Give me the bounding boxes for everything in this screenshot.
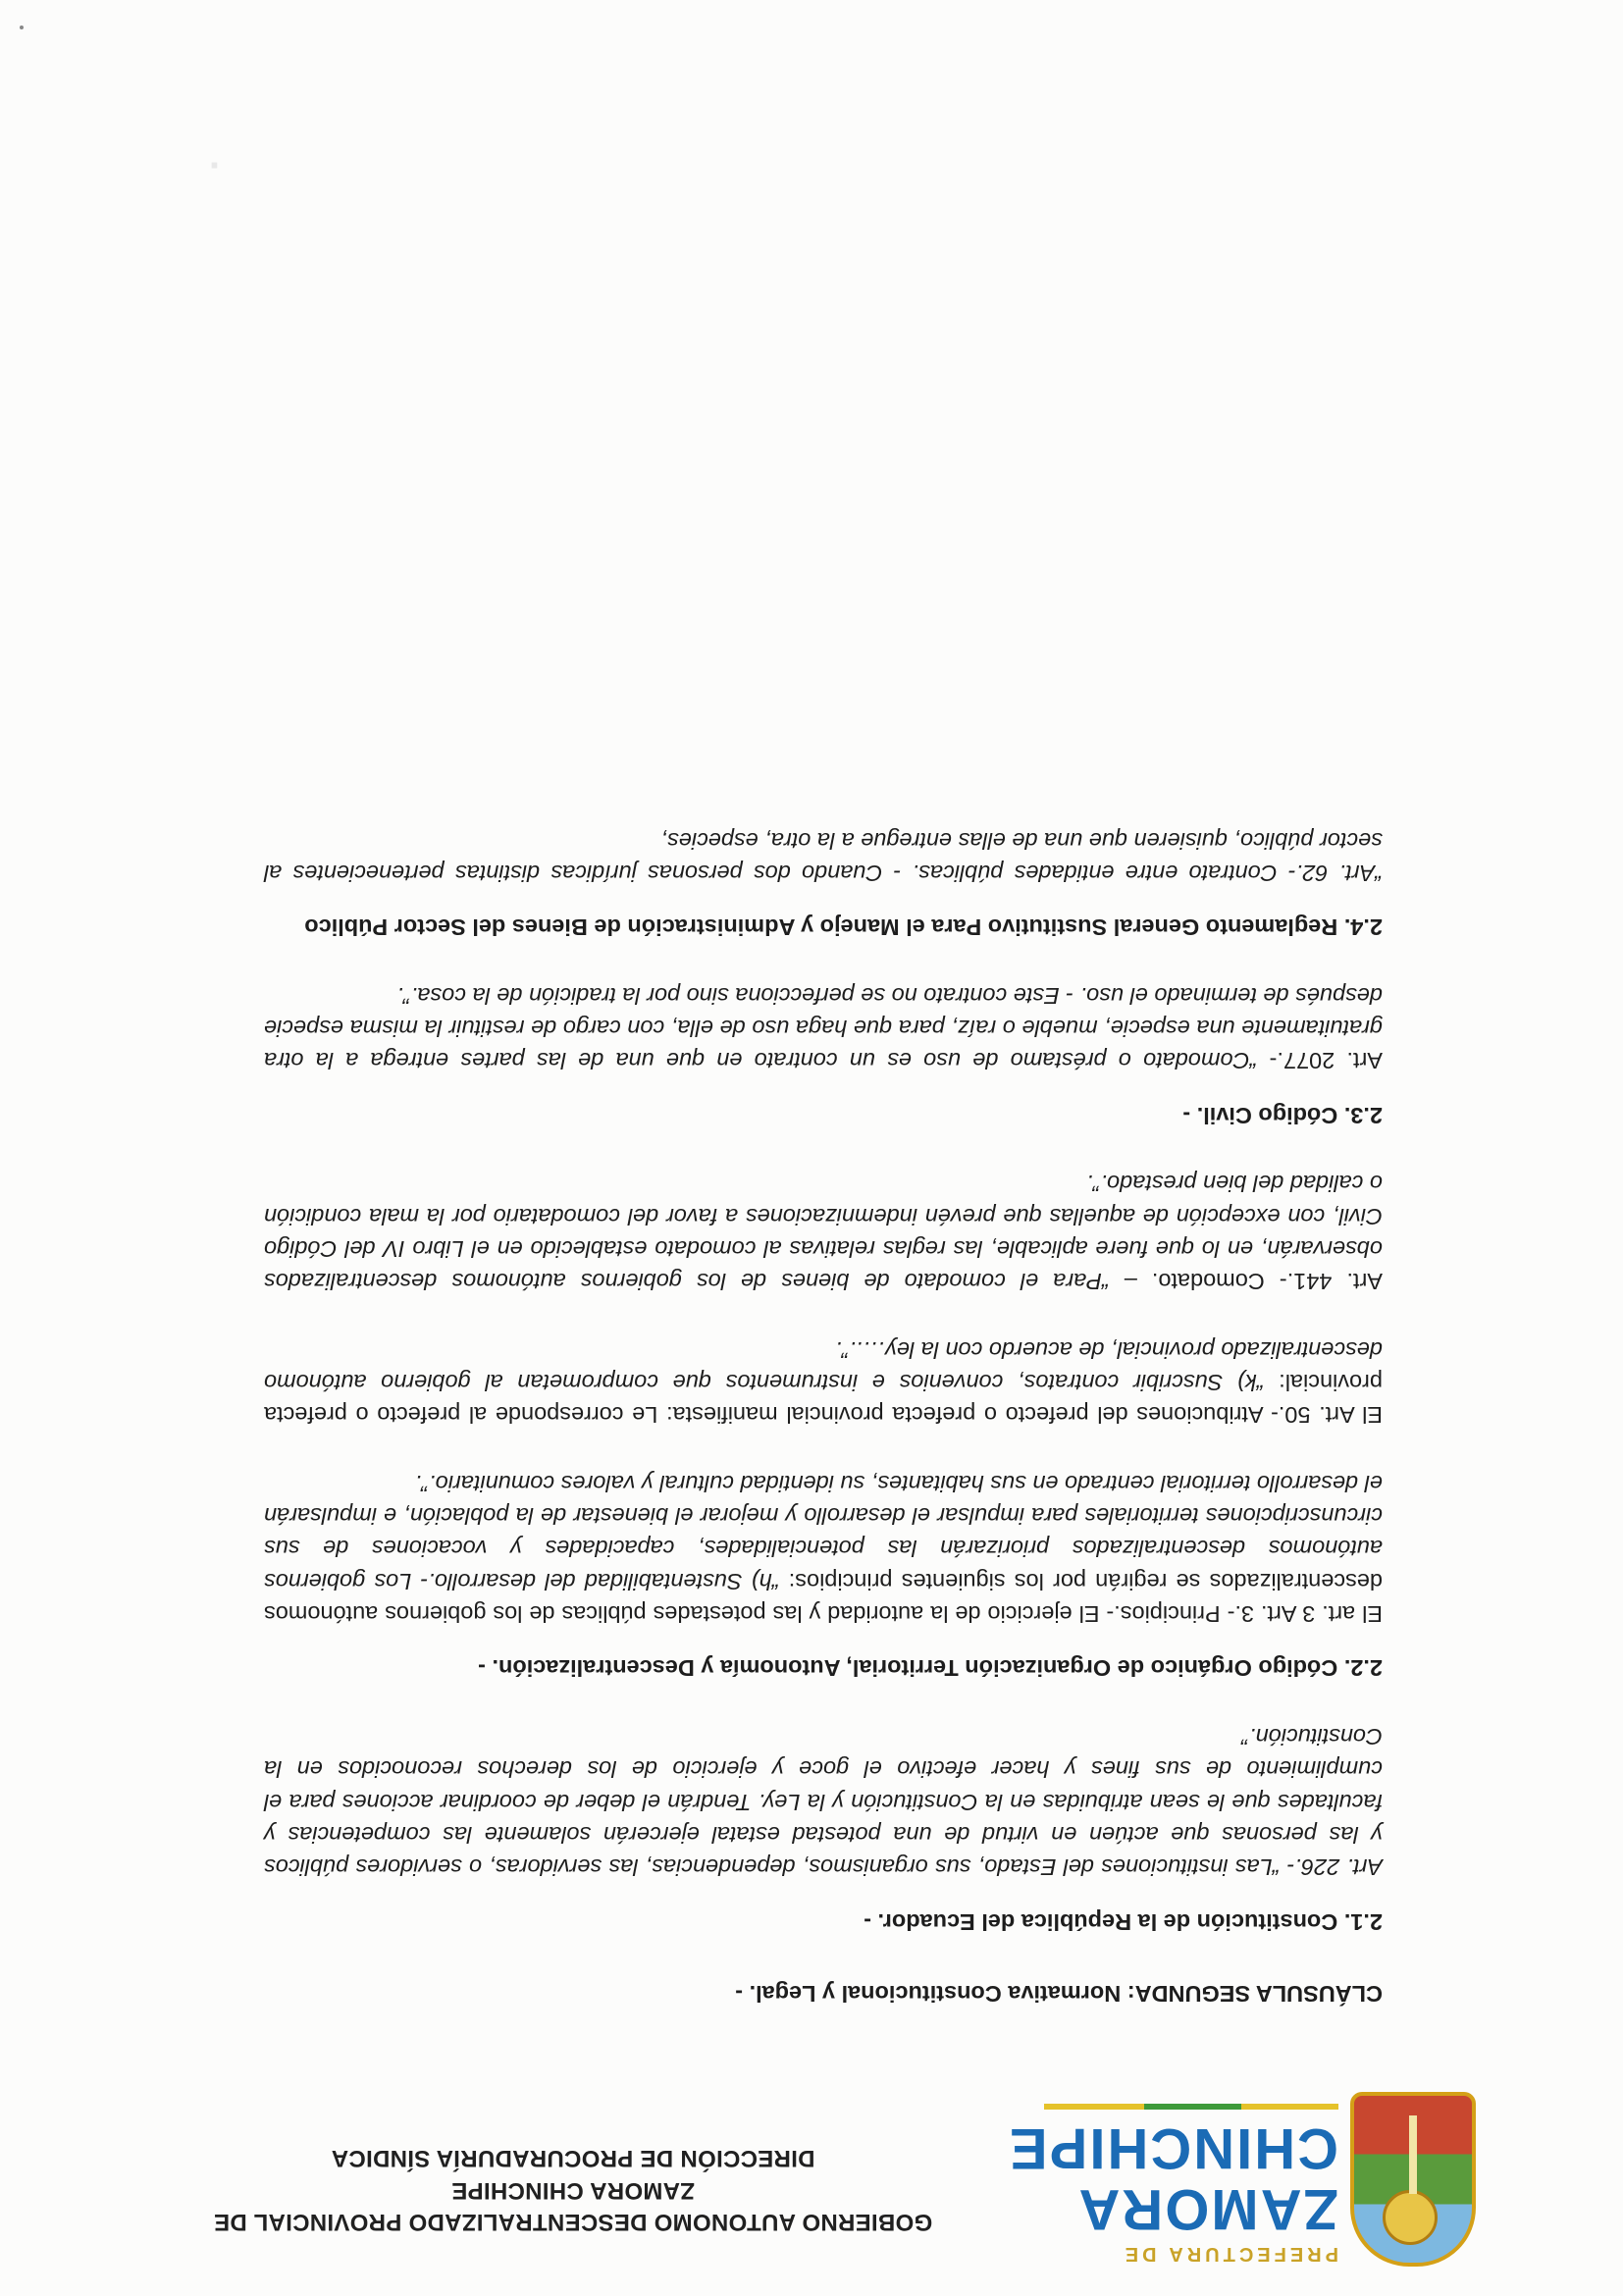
art-3-intro: El art. 3 Art. 3.- Principios.- El ejercicio de la autoridad y las potestades públicas de los gobiernos autónomos descentralizados se regirán por los siguientes principios:: [264, 1568, 1383, 1628]
art-2077-intro: Art. 2077.-: [1257, 1048, 1383, 1074]
brand-prefix: PREFECTURA DE: [1121, 2243, 1338, 2265]
art-50-quote: “k) Suscribir contratos, convenios e instrumentos que comprometan al gobierno autónomo descentralizado provincial, de acuerdo con la ley…..”.: [264, 1336, 1383, 1395]
art-2077-paragraph: [264, 978, 1383, 1076]
art-441-paragraph: [264, 1167, 1383, 1297]
art-3-paragraph: [264, 1466, 1383, 1630]
art-441-quote: “Para el comodato de bienes de los gobiernos autónomos descentralizados observarán, en lo que fuere aplicable, las reglas relativas al comodato establecido en el Libro IV del Código Civil, con excepción de aquellas que prevén indemnizaciones a favor del comodatario por la mala condición o calidad del bien prestado.”.: [264, 1171, 1383, 1295]
prefecture-logo: [1007, 2080, 1476, 2267]
art-50-paragraph: [264, 1332, 1383, 1431]
section-2-1-heading: 2.1. Constitución de la República del Ecuador. -: [864, 1908, 1383, 1935]
coat-of-arms-icon: [1350, 2092, 1476, 2267]
section-2-4-heading: 2.4. Reglamento General Sustitutivo Para el Manejo y Administración de Bienes del Sector Público: [304, 914, 1383, 941]
cross-icon: [1409, 2115, 1417, 2194]
scan-speck: [20, 26, 24, 29]
government-header: [171, 2142, 975, 2237]
document-body: [264, 788, 1383, 2009]
gov-line-2: ZAMORA CHINCHIPE: [451, 2176, 695, 2204]
art-2077-quote: “Comodato o préstamo de uso es un contrato en que una de las partes entrega a la otra gratuitamente una especie, mueble o raíz, para que haga uso de ella, con cargo de restituir la misma especie después de terminado el uso. - Este contrato no se perfecciona sino por la tradición de la cosa.”.: [263, 982, 1383, 1074]
art-50-intro: El Art. 50.- Atribuciones del prefecto o prefecta provincial manifiesta: Le corresponde al prefecto o prefecta provincial:: [264, 1369, 1383, 1429]
section-2-1-text: Art. 226.- “Las instituciones del Estado, sus organismos, dependencias, las servidoras, o servidores públicos y las personas que actúen en virtud de una potestad estatal ejercerán solamente las competencias y facultades que le sean atribuidas en la Constitución y la Ley. Tendrán el deber de coordinar acciones para el cumplimiento de sus fines y hacer efectivo el goce y ejercicio de los derechos reconocidos en la Constitución.”: [264, 1723, 1383, 1881]
gov-line-3: DIRECCIÓN DE PROCURADURÍA SÍNDICA: [331, 2145, 815, 2172]
bleed-through-mark: ·: [206, 143, 220, 186]
section-2-2-heading: 2.2. Código Orgánico de Organización Territorial, Autonomía y Descentralización. -: [478, 1655, 1383, 1682]
clause-title: CLÁUSULA SEGUNDA: Normativa Constitucional y Legal. -: [735, 1981, 1383, 2007]
seal-icon: [1383, 2190, 1438, 2245]
art-3-quote: “h) Sustentabilidad del desarrollo.- Los gobiernos autónomos descentralizados priorizarán las potencialidades, capacidades y vocaciones de sus circunscripciones territoriales para impulsar el desarrollo y mejorar el bienestar de la población, e impulsarán el desarrollo territorial centrado en sus habitantes, su identidad cultural y valores comunitario.”.: [264, 1470, 1383, 1594]
gov-line-1: GOBIERNO AUTONOMO DESCENTRALIZADO PROVINCIAL DE: [213, 2209, 933, 2235]
brand-line-1: ZAMORA: [1076, 2177, 1338, 2241]
brand-line-2: CHINCHIPE: [1007, 2116, 1338, 2180]
art-441-intro: Art. 441.- Comodato. –: [1109, 1269, 1383, 1295]
art-62-paragraph: “Art. 62.- Contrato entre entidades públicas. - Cuando dos personas jurídicas distintas pertenecientes al sector público, quisieren que una de ellas entregue a la otra, especies,: [264, 827, 1383, 887]
brand-color-bar: [1044, 2104, 1338, 2110]
section-2-3-heading: 2.3. Código Civil. -: [1182, 1102, 1383, 1128]
